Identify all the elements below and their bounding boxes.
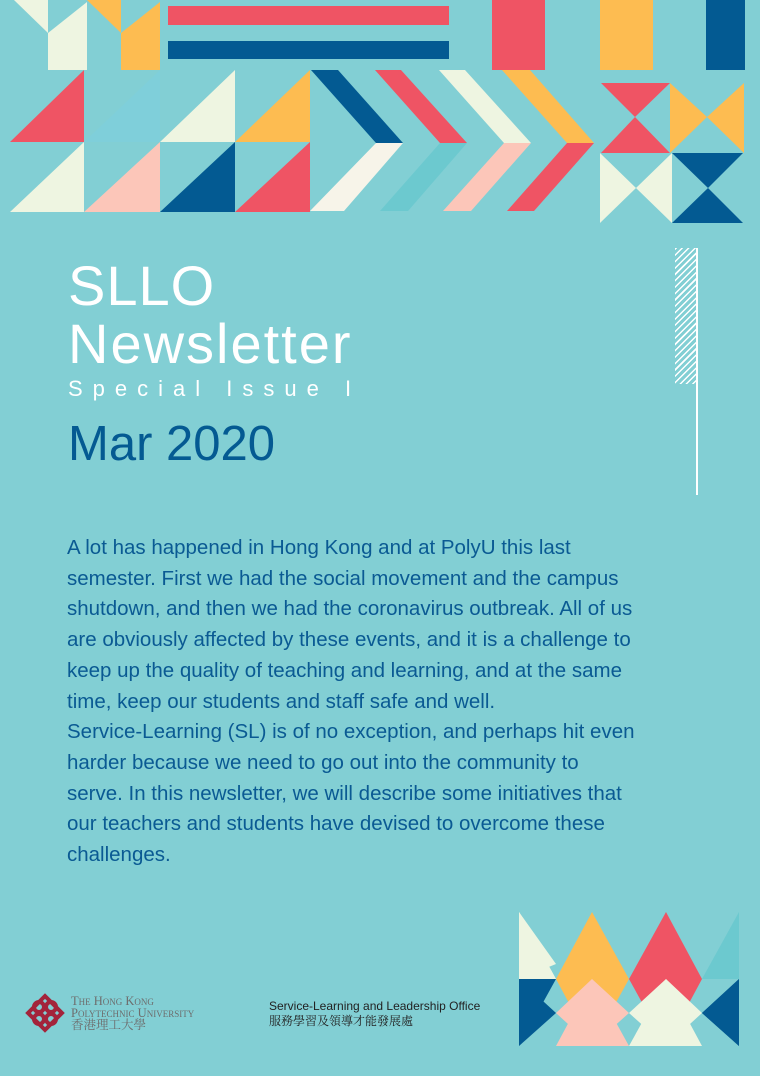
intro-line: our teachers and students have devised to overcome these <box>67 812 605 836</box>
hourglass <box>672 153 743 188</box>
red-rect <box>492 0 545 70</box>
title-sllo: SLLO <box>68 254 216 317</box>
triangle <box>10 142 84 212</box>
intro-line: challenges. <box>67 843 171 867</box>
university-name-line2: Polytechnic University <box>71 1006 195 1020</box>
cream-y-shape <box>48 2 87 70</box>
hourglass <box>672 188 743 223</box>
intro-line: harder because we need to go out into the community to <box>67 750 579 774</box>
intro-line: are obviously affected by these events, and it is a challenge to <box>67 628 631 652</box>
vertical-line-decoration <box>696 248 698 495</box>
office-name <box>269 999 480 1029</box>
bowtie <box>600 153 636 223</box>
intro-line: time, keep our students and staff safe and well. <box>67 689 496 713</box>
university-name-chinese: 香港理工大學 <box>71 1018 147 1032</box>
office-name-english: Service-Learning and Leadership Office <box>269 999 481 1013</box>
intro-line: Service-Learning (SL) is of no exception, and perhaps hit even <box>67 720 635 744</box>
hourglass <box>601 83 670 117</box>
triangle <box>519 912 556 979</box>
intro-line: semester. First we had the social movement and the campus <box>67 566 619 590</box>
polyu-emblem-icon <box>25 993 65 1033</box>
blue-rect <box>706 0 745 70</box>
triangle <box>702 912 739 979</box>
university-name-line1: The Hong Kong <box>71 994 154 1008</box>
office-name-chinese: 服務學習及領導才能發展處 <box>269 1014 414 1028</box>
yellow-y-shape <box>121 2 160 70</box>
bowtie <box>707 83 744 153</box>
hatched-bar-decoration <box>675 248 696 384</box>
triangle <box>235 70 310 142</box>
intro-paragraph <box>67 533 635 871</box>
intro-line: A lot has happened in Hong Kong and at PolyU this last <box>67 536 571 559</box>
intro-line: keep up the quality of teaching and learning, and at the same <box>67 658 623 682</box>
polyu-logo <box>25 993 194 1033</box>
red-bar <box>168 6 449 25</box>
triangle <box>702 979 739 1046</box>
blue-bar <box>168 41 449 59</box>
yellow-rect <box>600 0 653 70</box>
intro-line: serve. In this newsletter, we will describe some initiatives that <box>67 781 622 805</box>
intro-line: shutdown, and then we had the coronavirus outbreak. All of us <box>67 597 633 621</box>
yellow-y-shape <box>87 0 121 33</box>
issue-date: Mar 2020 <box>68 417 276 471</box>
title-newsletter: Newsletter <box>68 312 353 375</box>
hourglass <box>601 117 670 153</box>
triangle <box>160 70 235 142</box>
triangle <box>10 70 84 142</box>
triangle <box>84 70 160 142</box>
triangle <box>160 142 235 212</box>
bowtie <box>636 153 672 223</box>
triangle <box>84 142 160 212</box>
cream-y-shape <box>14 0 48 33</box>
triangle <box>235 142 310 212</box>
bowtie <box>670 83 707 153</box>
subtitle: Special Issue I <box>68 376 362 401</box>
